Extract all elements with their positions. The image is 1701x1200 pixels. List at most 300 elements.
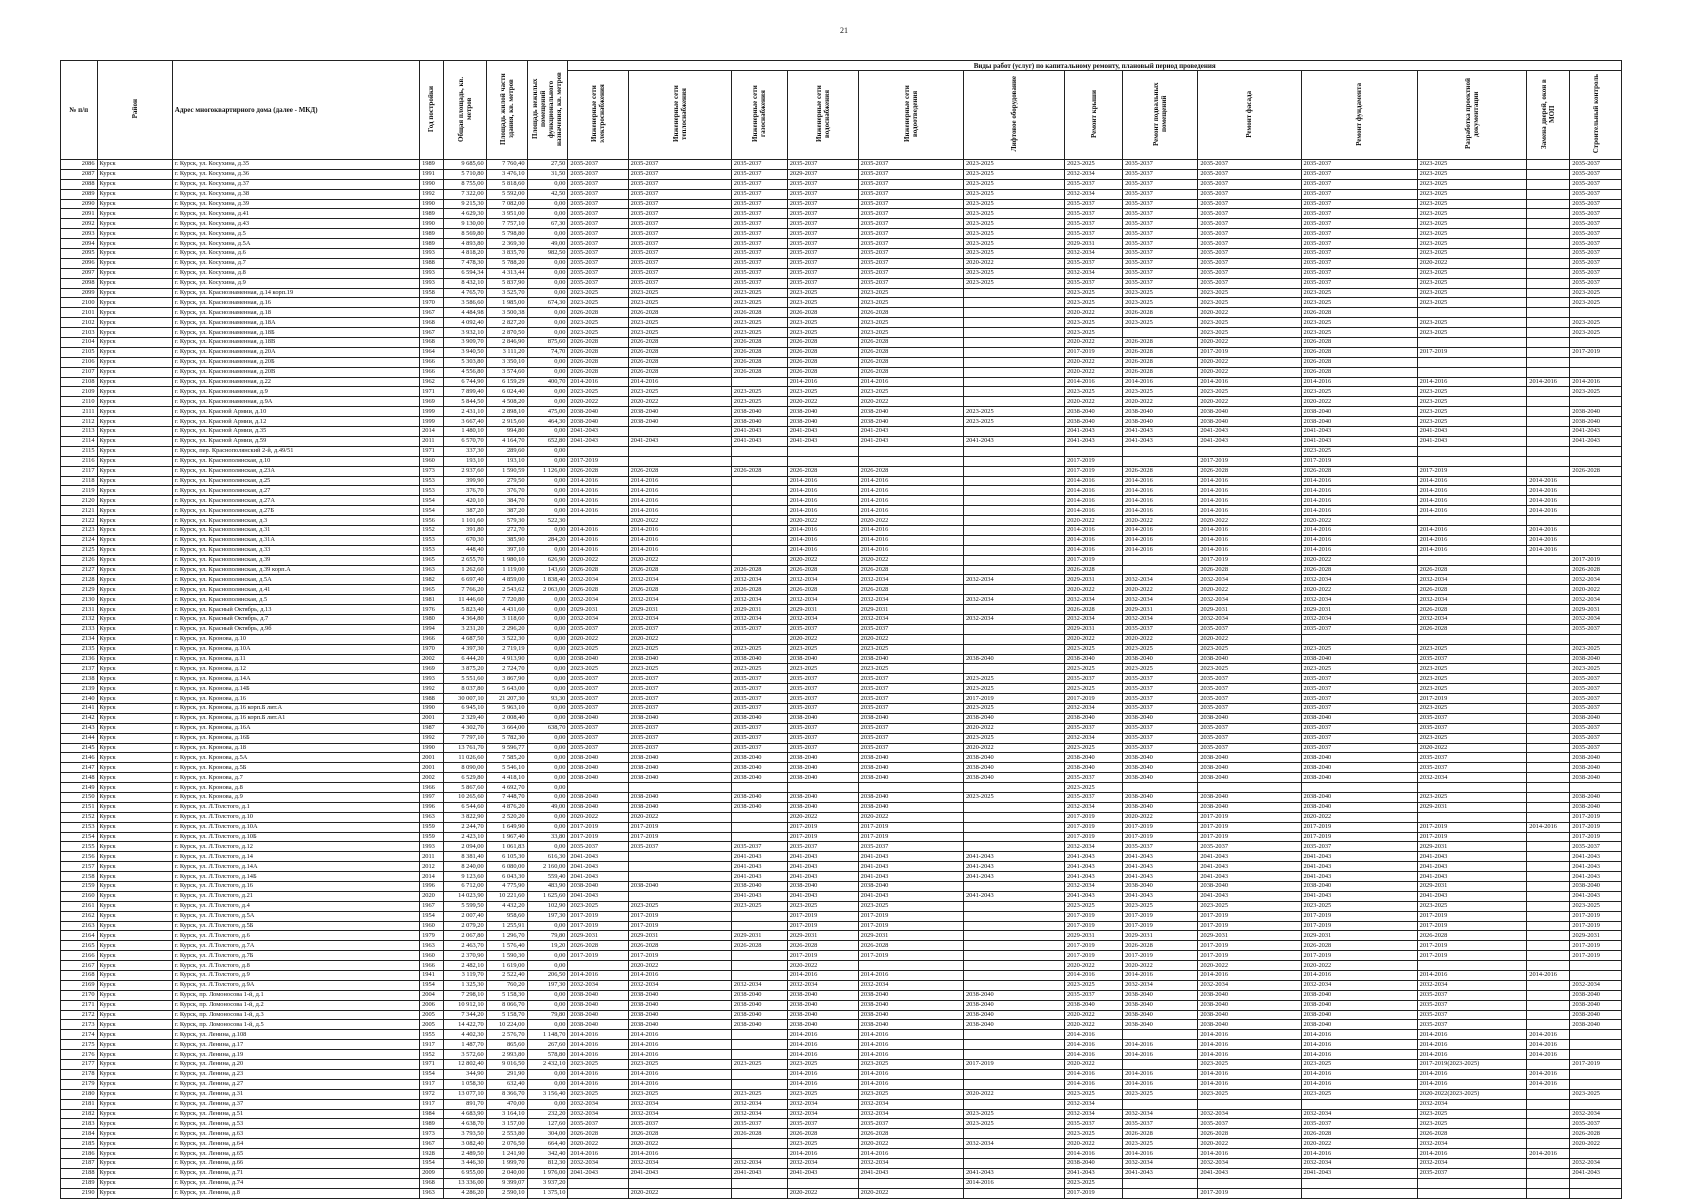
row-number: 2177 (61, 1060, 98, 1070)
row-area-total: 9 130,00 (443, 219, 486, 229)
row-address: г. Курск, ул. Кронова, д.14Б (172, 684, 419, 694)
row-work-period: 2017-2019 (1065, 921, 1123, 931)
row-address: г. Курск, ул. Ленина, д.108 (172, 1030, 419, 1040)
row-area-nonresidential: 3 156,40 (527, 1089, 568, 1099)
row-district: Курск (97, 1079, 172, 1089)
row-area-nonresidential: 638,70 (527, 723, 568, 733)
row-work-period: 2035-2037 (858, 743, 963, 753)
row-work-period: 2020-2022 (1065, 1139, 1123, 1149)
row-year: 1953 (420, 535, 444, 545)
row-work-period (963, 397, 1064, 407)
row-district: Курск (97, 189, 172, 199)
row-work-period (1123, 783, 1198, 793)
header-work-type: Инженерные сети водоснабжения (787, 71, 858, 160)
row-work-period: 2041-2043 (787, 427, 858, 437)
row-work-period: 2017-2019 (1417, 951, 1527, 961)
row-work-period: 2020-2022 (963, 1089, 1064, 1099)
row-work-period: 2035-2037 (628, 160, 731, 170)
row-work-period: 2032-2034 (858, 575, 963, 585)
row-number: 2115 (61, 446, 98, 456)
row-work-period: 2035-2037 (858, 179, 963, 189)
row-work-period: 2023-2025 (1417, 644, 1527, 654)
row-number: 2114 (61, 436, 98, 446)
row-area-total: 30 007,10 (443, 694, 486, 704)
row-work-period (1527, 1129, 1570, 1139)
row-work-period: 2038-2040 (1570, 654, 1622, 664)
row-work-period: 2041-2043 (1065, 436, 1123, 446)
row-number: 2089 (61, 189, 98, 199)
row-area-total: 4 683,90 (443, 1109, 486, 1119)
row-area-living: 21 207,30 (486, 694, 527, 704)
row-work-period: 2035-2037 (628, 239, 731, 249)
row-address: г. Курск, ул. Л.Толстого, д.21 (172, 891, 419, 901)
row-work-period: 2017-2019 (1301, 832, 1417, 842)
row-work-period: 2035-2037 (628, 694, 731, 704)
row-work-period (1570, 476, 1622, 486)
row-area-living: 6 043,30 (486, 872, 527, 882)
row-work-period: 2017-2019 (1417, 911, 1527, 921)
row-year: 1997 (420, 793, 444, 803)
row-year: 1980 (420, 614, 444, 624)
row-number: 2169 (61, 980, 98, 990)
row-district: Курск (97, 545, 172, 555)
row-work-period (1417, 783, 1527, 793)
row-address: г. Курск, ул. Косухина, д.35 (172, 160, 419, 170)
table-row (61, 427, 1622, 437)
row-work-period: 2032-2034 (1123, 980, 1198, 990)
row-work-period: 2014-2016 (628, 525, 731, 535)
row-work-period: 2038-2040 (1570, 773, 1622, 783)
row-work-period: 2038-2040 (963, 773, 1064, 783)
row-district: Курск (97, 980, 172, 990)
row-work-period: 2041-2043 (1198, 1168, 1301, 1178)
row-work-period: 2038-2040 (628, 417, 731, 427)
row-work-period (963, 1079, 1064, 1089)
row-area-living: 2 543,62 (486, 585, 527, 595)
row-work-period: 2017-2019 (1570, 911, 1622, 921)
row-work-period: 2035-2037 (1065, 773, 1123, 783)
row-work-period (963, 1099, 1064, 1109)
row-work-period (731, 476, 787, 486)
row-district: Курск (97, 1168, 172, 1178)
row-work-period: 2038-2040 (1570, 407, 1622, 417)
row-year: 1966 (420, 634, 444, 644)
row-area-nonresidential: 0,00 (527, 713, 568, 723)
row-work-period: 2032-2034 (787, 1109, 858, 1119)
row-district: Курск (97, 278, 172, 288)
row-work-period (1527, 466, 1570, 476)
row-area-nonresidential: 0,00 (527, 229, 568, 239)
row-year: 2009 (420, 1168, 444, 1178)
row-work-period (963, 1050, 1064, 1060)
row-work-period: 2014-2016 (1417, 535, 1527, 545)
table-row (61, 387, 1622, 397)
row-area-total: 448,40 (443, 545, 486, 555)
row-area-living: 272,70 (486, 525, 527, 535)
row-number: 2135 (61, 644, 98, 654)
header-no: № п/п (61, 61, 98, 160)
row-work-period: 2023-2025 (858, 644, 963, 654)
row-work-period: 2035-2037 (628, 229, 731, 239)
row-work-period: 2035-2037 (1417, 763, 1527, 773)
row-work-period (1527, 990, 1570, 1000)
row-work-period (1527, 417, 1570, 427)
row-district: Курск (97, 1119, 172, 1129)
table-row (61, 684, 1622, 694)
row-work-period (1527, 634, 1570, 644)
row-work-period (1527, 812, 1570, 822)
row-number: 2121 (61, 506, 98, 516)
row-area-living: 3 525,70 (486, 288, 527, 298)
row-work-period: 2038-2040 (1123, 1000, 1198, 1010)
table-row (61, 941, 1622, 951)
row-district: Курск (97, 901, 172, 911)
row-work-period (1527, 298, 1570, 308)
row-area-living: 5 158,70 (486, 1010, 527, 1020)
row-work-period: 2023-2025 (1123, 318, 1198, 328)
row-work-period: 2017-2019 (1570, 941, 1622, 951)
row-work-period: 2035-2037 (731, 160, 787, 170)
table-row (61, 160, 1622, 170)
row-area-total: 891,70 (443, 1099, 486, 1109)
row-work-period (1527, 644, 1570, 654)
row-work-period: 2038-2040 (568, 713, 628, 723)
row-work-period: 2041-2043 (731, 436, 787, 446)
row-work-period: 2038-2040 (628, 407, 731, 417)
row-work-period: 2035-2037 (1570, 743, 1622, 753)
row-work-period (963, 911, 1064, 921)
row-work-period (731, 634, 787, 644)
row-work-period: 2035-2037 (787, 703, 858, 713)
row-area-living: 3 951,00 (486, 209, 527, 219)
row-work-period (1527, 268, 1570, 278)
row-work-period: 2038-2040 (1123, 753, 1198, 763)
row-work-period: 2023-2025 (1065, 1129, 1123, 1139)
row-area-living: 6 080,00 (486, 862, 527, 872)
row-work-period (731, 812, 787, 822)
row-work-period (1527, 288, 1570, 298)
row-work-period: 2020-2022 (1198, 367, 1301, 377)
row-area-nonresidential: 0,00 (527, 753, 568, 763)
table-row (61, 417, 1622, 427)
row-area-living: 3 500,38 (486, 308, 527, 318)
row-area-living: 1 619,00 (486, 961, 527, 971)
row-work-period: 2014-2016 (787, 525, 858, 535)
row-work-period: 2032-2034 (731, 1109, 787, 1119)
row-work-period: 2038-2040 (731, 713, 787, 723)
row-work-period: 2035-2037 (787, 674, 858, 684)
row-year: 1990 (420, 199, 444, 209)
row-work-period: 2038-2040 (1570, 1010, 1622, 1020)
row-area-nonresidential: 0,00 (527, 654, 568, 664)
row-work-period (1570, 506, 1622, 516)
row-year: 1972 (420, 1089, 444, 1099)
row-work-period (1527, 1188, 1570, 1198)
row-work-period: 2035-2037 (787, 1119, 858, 1129)
row-work-period: 2026-2028 (858, 941, 963, 951)
table-row (61, 377, 1622, 387)
row-work-period: 2017-2019 (1198, 347, 1301, 357)
row-work-period: 2035-2037 (628, 842, 731, 852)
row-work-period: 2020-2022 (1198, 585, 1301, 595)
row-number: 2131 (61, 605, 98, 615)
row-work-period: 2029-2031 (1065, 624, 1123, 634)
table-row (61, 634, 1622, 644)
row-work-period (963, 298, 1064, 308)
row-work-period: 2014-2016 (628, 1050, 731, 1060)
row-work-period: 2014-2016 (1301, 1030, 1417, 1040)
row-address: г. Курск, ул. Краснополянская, д.33 (172, 545, 419, 555)
row-number: 2183 (61, 1119, 98, 1129)
row-work-period: 2041-2043 (1417, 872, 1527, 882)
row-area-total: 3 082,40 (443, 1139, 486, 1149)
row-area-nonresidential: 626,90 (527, 555, 568, 565)
row-work-period (1527, 595, 1570, 605)
row-work-period: 2041-2043 (1198, 436, 1301, 446)
row-year: 1963 (420, 941, 444, 951)
row-work-period: 2017-2019 (787, 822, 858, 832)
row-year: 2002 (420, 773, 444, 783)
row-area-living: 3 522,30 (486, 634, 527, 644)
row-work-period: 2026-2028 (731, 338, 787, 348)
row-work-period (1527, 328, 1570, 338)
row-work-period: 2041-2043 (1123, 436, 1198, 446)
row-work-period: 2023-2025 (731, 318, 787, 328)
row-area-total: 1 101,60 (443, 516, 486, 526)
row-work-period: 2020-2022 (787, 516, 858, 526)
table-row (61, 229, 1622, 239)
row-work-period (963, 535, 1064, 545)
row-number: 2134 (61, 634, 98, 644)
row-work-period: 2032-2034 (1198, 1158, 1301, 1168)
row-work-period: 2035-2037 (1417, 1168, 1527, 1178)
row-work-period: 2035-2037 (1123, 268, 1198, 278)
row-work-period: 2035-2037 (1198, 694, 1301, 704)
row-work-period (1570, 357, 1622, 367)
table-row (61, 298, 1622, 308)
row-work-period: 2017-2019 (1065, 812, 1123, 822)
row-area-nonresidential: 1 625,60 (527, 891, 568, 901)
row-number: 2096 (61, 258, 98, 268)
row-work-period: 2017-2019 (1198, 1188, 1301, 1198)
row-work-period: 2026-2028 (568, 308, 628, 318)
row-work-period: 2023-2025 (568, 387, 628, 397)
row-area-living: 1 241,90 (486, 1149, 527, 1159)
row-work-period (963, 842, 1064, 852)
row-work-period: 2017-2019 (1417, 347, 1527, 357)
row-number: 2168 (61, 971, 98, 981)
row-work-period: 2035-2037 (858, 258, 963, 268)
row-work-period: 2017-2019 (568, 822, 628, 832)
row-work-period: 2023-2025 (731, 328, 787, 338)
row-work-period: 2035-2037 (1123, 239, 1198, 249)
row-year: 1955 (420, 1030, 444, 1040)
row-work-period: 2023-2025 (1417, 318, 1527, 328)
row-work-period: 2023-2025 (963, 239, 1064, 249)
row-number: 2145 (61, 743, 98, 753)
row-work-period: 2029-2031 (731, 605, 787, 615)
row-work-period (1527, 1010, 1570, 1020)
row-work-period: 2038-2040 (1123, 773, 1198, 783)
row-district: Курск (97, 387, 172, 397)
row-work-period: 2041-2043 (1301, 427, 1417, 437)
row-year: 1993 (420, 842, 444, 852)
row-work-period: 2026-2028 (731, 585, 787, 595)
row-work-period: 2017-2019 (1417, 822, 1527, 832)
row-work-period: 2038-2040 (568, 1010, 628, 1020)
row-year: 1967 (420, 901, 444, 911)
table-row (61, 832, 1622, 842)
table-row (61, 456, 1622, 466)
row-address: г. Курск, ул. Кронова, д.16 (172, 694, 419, 704)
row-address: г. Курск, пр. Ломоносова 1-й, д.5 (172, 1020, 419, 1030)
row-work-period: 2014-2016 (1123, 496, 1198, 506)
row-area-nonresidential: 0,00 (527, 545, 568, 555)
row-number: 2125 (61, 545, 98, 555)
row-work-period: 2023-2025 (568, 328, 628, 338)
row-work-period: 2035-2037 (858, 684, 963, 694)
row-work-period: 2020-2022 (568, 555, 628, 565)
row-number: 2160 (61, 891, 98, 901)
row-area-nonresidential: 0,00 (527, 486, 568, 496)
row-work-period: 2020-2022 (568, 397, 628, 407)
row-work-period (568, 446, 628, 456)
row-work-period: 2026-2028 (1301, 565, 1417, 575)
row-work-period: 2035-2037 (731, 694, 787, 704)
row-work-period (1417, 367, 1527, 377)
row-work-period: 2014-2016 (1527, 377, 1570, 387)
row-area-total: 6 529,80 (443, 773, 486, 783)
row-work-period: 2026-2028 (1570, 565, 1622, 575)
row-work-period: 2023-2025 (628, 387, 731, 397)
row-number: 2187 (61, 1158, 98, 1168)
row-work-period: 2035-2037 (1123, 219, 1198, 229)
row-area-nonresidential: 0,00 (527, 209, 568, 219)
row-area-nonresidential: 0,00 (527, 674, 568, 684)
table-row (61, 743, 1622, 753)
row-work-period (628, 427, 731, 437)
row-work-period: 2041-2043 (731, 872, 787, 882)
row-year: 1971 (420, 387, 444, 397)
table-row (61, 703, 1622, 713)
row-work-period (1123, 1060, 1198, 1070)
row-work-period: 2017-2019 (787, 911, 858, 921)
row-work-period: 2038-2040 (568, 1020, 628, 1030)
row-address: г. Курск, ул. Ленина, д.31 (172, 1089, 419, 1099)
row-work-period: 2035-2037 (787, 239, 858, 249)
row-work-period: 2038-2040 (568, 1000, 628, 1010)
row-work-period: 2029-2031 (1417, 842, 1527, 852)
row-district: Курск (97, 743, 172, 753)
row-work-period: 2038-2040 (787, 802, 858, 812)
row-work-period: 2035-2037 (1570, 179, 1622, 189)
table-row (61, 169, 1622, 179)
row-work-period (1527, 318, 1570, 328)
row-address: г. Курск, ул. Ленина, д.65 (172, 1149, 419, 1159)
row-work-period: 2014-2016 (1198, 1149, 1301, 1159)
row-work-period (963, 456, 1064, 466)
row-area-total: 14 023,90 (443, 891, 486, 901)
row-work-period: 2041-2043 (1570, 436, 1622, 446)
row-work-period: 2014-2016 (628, 1069, 731, 1079)
row-district: Курск (97, 763, 172, 773)
row-work-period (963, 822, 1064, 832)
row-work-period: 2035-2037 (1198, 258, 1301, 268)
row-work-period: 2038-2040 (731, 654, 787, 664)
row-work-period: 2026-2028 (1198, 466, 1301, 476)
row-work-period: 2038-2040 (787, 654, 858, 664)
row-work-period: 2035-2037 (568, 1119, 628, 1129)
row-work-period: 2041-2043 (858, 852, 963, 862)
row-work-period: 2041-2043 (858, 1168, 963, 1178)
row-work-period: 2035-2037 (568, 684, 628, 694)
row-work-period: 2014-2016 (1527, 506, 1570, 516)
row-work-period: 2014-2016 (1301, 1079, 1417, 1089)
row-work-period: 2023-2025 (1417, 268, 1527, 278)
row-work-period: 2017-2019 (1065, 347, 1123, 357)
row-number: 2155 (61, 842, 98, 852)
row-area-living: 10 224,00 (486, 1020, 527, 1030)
row-work-period (1527, 872, 1570, 882)
row-work-period: 2035-2037 (1123, 624, 1198, 634)
row-work-period (1527, 674, 1570, 684)
row-work-period: 2038-2040 (858, 654, 963, 664)
row-work-period: 2041-2043 (787, 852, 858, 862)
table-row (61, 486, 1622, 496)
row-work-period (731, 377, 787, 387)
row-work-period: 2020-2022 (628, 555, 731, 565)
table-row (61, 575, 1622, 585)
row-district: Курск (97, 793, 172, 803)
row-area-nonresidential: 652,80 (527, 436, 568, 446)
row-year: 1953 (420, 545, 444, 555)
row-work-period: 2014-2016 (1065, 1069, 1123, 1079)
row-year: 1967 (420, 328, 444, 338)
row-area-total: 2 482,10 (443, 961, 486, 971)
row-work-period (1527, 278, 1570, 288)
row-number: 2120 (61, 496, 98, 506)
row-work-period: 2023-2025 (1065, 980, 1123, 990)
row-area-nonresidential: 0,00 (527, 1079, 568, 1089)
row-work-period: 2035-2037 (858, 229, 963, 239)
row-work-period: 2035-2037 (1198, 209, 1301, 219)
row-work-period: 2038-2040 (1123, 990, 1198, 1000)
table-row (61, 852, 1622, 862)
row-work-period (731, 535, 787, 545)
row-area-total: 8 569,80 (443, 229, 486, 239)
row-work-period (1123, 328, 1198, 338)
row-work-period (1123, 446, 1198, 456)
row-work-period: 2041-2043 (731, 427, 787, 437)
row-address: г. Курск, ул. Л.Толстого, д.1 (172, 802, 419, 812)
row-work-period: 2041-2043 (568, 862, 628, 872)
table-row (61, 199, 1622, 209)
row-work-period: 2023-2025 (1417, 328, 1527, 338)
row-work-period: 2035-2037 (628, 1119, 731, 1129)
row-work-period: 2023-2025 (963, 1119, 1064, 1129)
row-work-period: 2020-2022 (1301, 585, 1417, 595)
row-work-period: 2014-2016 (1417, 1050, 1527, 1060)
row-number: 2124 (61, 535, 98, 545)
row-work-period (1527, 338, 1570, 348)
row-work-period: 2035-2037 (1123, 229, 1198, 239)
row-work-period: 2014-2016 (1301, 377, 1417, 387)
row-work-period: 2032-2034 (1301, 1158, 1417, 1168)
row-work-period: 2014-2016 (1417, 525, 1527, 535)
row-year: 2001 (420, 713, 444, 723)
table-row (61, 733, 1622, 743)
row-area-living: 4 418,10 (486, 773, 527, 783)
